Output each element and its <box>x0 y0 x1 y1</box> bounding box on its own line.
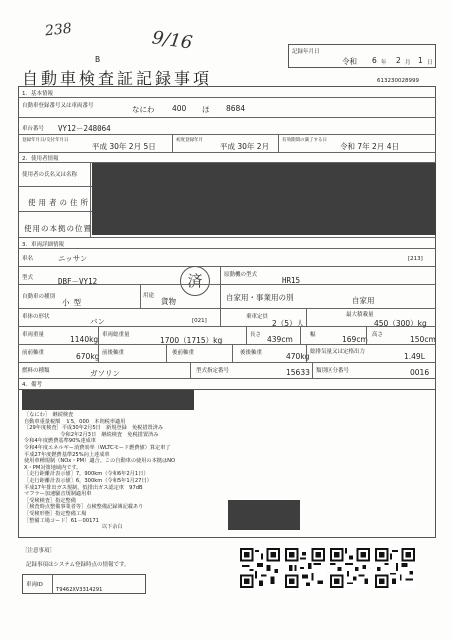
record-date-year: 6 <box>372 56 377 65</box>
private-value: 自家用 <box>352 296 375 305</box>
weight-label: 車両重量 <box>22 332 45 338</box>
record-date-era: 令和 <box>342 57 357 66</box>
record-date-label: 記録年月日 <box>292 49 320 55</box>
width-label: 幅 <box>310 332 316 338</box>
record-date-month-unit: 月 <box>405 60 411 66</box>
user-addr-label: 使用者の住所 <box>28 198 91 207</box>
model-label: 型式 <box>22 275 34 281</box>
handwritten-number: 238 <box>44 20 73 40</box>
remark-line: ［なにわ］ 継続検査 <box>24 412 74 418</box>
first-reg-value: 平成 30年 2月 5日 <box>92 142 156 151</box>
section4-heading: 4．備考 <box>22 382 42 388</box>
expiry-value: 令和 7年 2月 4日 <box>340 142 399 151</box>
rf-axle-label: 後前軸重 <box>172 350 195 356</box>
height-value: 150cm <box>410 335 436 344</box>
record-date-day: 1 <box>418 56 423 65</box>
type-approval-label: 型式指定番号 <box>196 368 230 374</box>
capacity-value: 2（5）人 <box>272 319 305 328</box>
vehicle-id-label: 車両ID <box>26 582 43 588</box>
maker-value: ニッサン <box>58 254 88 263</box>
first-year-value: 平成 30年 2月 <box>220 142 270 151</box>
remark-line: 使用車種規制（NOx・PM）適合。この自動車の使用の本拠はNO <box>24 458 176 465</box>
length-value: 439cm <box>267 335 293 344</box>
expiry-label: 有効期間の満了する日 <box>282 138 327 143</box>
redacted-block <box>228 500 300 530</box>
fr-axle-label: 前後軸重 <box>102 350 125 356</box>
use-value: 貨物 <box>161 297 176 306</box>
gross-value: 1700（1715）kg <box>160 336 223 345</box>
max-load-label: 最大積載量 <box>346 312 374 318</box>
document-title: 自動車検査証記録事項 <box>22 69 213 88</box>
section2-heading: 2．使用者情報 <box>22 156 59 162</box>
plate-class: 400 <box>172 104 187 113</box>
mark-b: B <box>95 55 101 64</box>
qr-code-3 <box>330 548 370 588</box>
remark-line: 平成17年排出ガス規制、低排出ガス認定車 97dB <box>24 484 143 491</box>
plate-place: なにわ <box>132 105 155 114</box>
remark-line: 平成27年度燃費基準25%向上達成車 <box>24 451 110 458</box>
engine-value: HR15 <box>282 276 301 285</box>
remark-line: ［検査時点整備事業者等］点検整備記録簿記載あり <box>24 504 144 511</box>
capacity-label: 乗車定員 <box>246 314 269 320</box>
private-label: 自家用・事業用の別 <box>226 293 294 302</box>
shape-value: バン <box>90 317 105 326</box>
fuel-label: 燃料の種類 <box>22 368 50 374</box>
chassis-label: 車台番号 <box>22 126 45 132</box>
doc-number: 613230028999 <box>377 78 419 84</box>
maker-label: 車名 <box>22 256 34 262</box>
base-label: 使用の本拠の位置 <box>24 224 92 233</box>
displacement-label: 総排気量又は定格出力 <box>310 349 366 355</box>
category-value: 0016 <box>410 368 430 377</box>
remark-line: ［受検形態］指定整備工場 <box>24 510 87 517</box>
record-date-day-unit: 日 <box>427 60 433 66</box>
fuel-value: ガソリン <box>90 369 120 378</box>
model-value: DBF－VY12 <box>58 277 98 286</box>
length-label: 長さ <box>250 332 262 338</box>
gross-label: 車両総重量 <box>102 332 130 338</box>
maker-code: [213] <box>408 256 423 262</box>
shape-code: [021] <box>192 318 207 324</box>
first-reg-label: 登録年月日/交付年月日 <box>22 138 69 143</box>
record-date-month: 2 <box>396 56 401 65</box>
remark-line: ［走行距離計表示値］7，900km（令和6年2月1日） <box>24 471 149 478</box>
remark-line: 以下余白 <box>24 524 123 531</box>
plate-number: 8684 <box>226 104 246 113</box>
user-name-label: 使用者の氏名又は名称 <box>22 172 78 178</box>
remark-line: ［受検検査］指定整備 <box>24 497 76 504</box>
use-label: 用途 <box>143 293 155 299</box>
inspection-stamp: 済 <box>180 266 210 296</box>
height-label: 高さ <box>372 332 384 338</box>
section3-heading: 3．車両詳細情報 <box>22 242 64 248</box>
chassis-value: VY12－248064 <box>58 124 111 133</box>
width-value: 169cm <box>342 335 368 344</box>
displacement-value: 1.49L <box>404 352 425 361</box>
remark-line: 自動車重量税額 ￥5，000 本則税率適用 <box>24 418 126 425</box>
type-approval-value: 15633 <box>286 368 310 377</box>
remark-line: 令和4年度燃費基準90%達成車 <box>24 438 96 445</box>
kind-value: 小型 <box>62 298 85 307</box>
vehicle-id-value: T9462XV3314291 <box>56 587 103 593</box>
first-year-label: 初度登録年月 <box>176 138 203 143</box>
notes-text: 記録事項はシステム登録時点の情報です。 <box>26 562 130 568</box>
qr-code-2 <box>285 548 325 588</box>
shape-label: 車体の形状 <box>22 314 50 320</box>
section1-heading: 1．基本情報 <box>22 91 53 97</box>
redacted-user-info <box>92 163 436 235</box>
remark-line: 令和2年2月3日 継続検査 免税措置済み <box>24 431 159 438</box>
reg-no-label: 自動車登録番号又は車両番号 <box>22 103 94 109</box>
kind-label: 自動車の種別 <box>22 294 56 300</box>
ff-axle-value: 670kg <box>76 352 100 361</box>
qr-code-1 <box>240 548 280 588</box>
remark-line: X・PM対策地域内です。 <box>24 464 82 471</box>
weight-value: 1140kg <box>70 335 99 344</box>
max-load-value: 450（300）kg <box>374 319 427 328</box>
record-date-year-unit: 年 <box>381 60 387 66</box>
rr-axle-label: 後後軸重 <box>240 350 263 356</box>
remark-line: 令和4年度エネルギー消費効率（WLTCモード燃費値）算定車了 <box>24 444 171 451</box>
plate-kana: ほ <box>202 105 210 114</box>
rr-axle-value: 470kg <box>286 352 310 361</box>
qr-code-4 <box>375 548 415 588</box>
engine-label: 原動機の型式 <box>224 272 258 278</box>
notes-heading: ［注意事項］ <box>22 548 56 554</box>
remark-line: ［走行距離計表示値］6，300km（令和5年1月27日） <box>24 477 152 484</box>
remark-line: マフラー加速騒音規制適用車 <box>24 491 92 498</box>
category-label: 類別区分番号 <box>316 368 350 374</box>
handwritten-date: 9/16 <box>150 27 194 54</box>
ff-axle-label: 前前軸重 <box>22 350 45 356</box>
remark-line: ［29年度検査］平成30年2月5日 新規登録 免税措置済み <box>24 425 164 432</box>
remark-line: ［整備工場コード］61－00171 <box>24 517 99 524</box>
remarks-frame <box>18 386 436 538</box>
